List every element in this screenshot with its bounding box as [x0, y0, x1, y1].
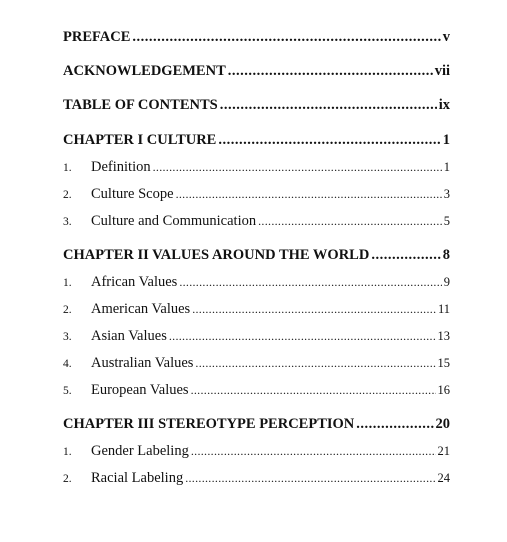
toc-subentry[interactable] — [63, 326, 450, 347]
toc-subentry-number: 1. — [63, 446, 72, 458]
toc-subentry-page: 9 — [443, 275, 450, 289]
dot-leader — [371, 245, 440, 265]
toc-entry-page: vii — [434, 63, 450, 79]
toc-subentry-page: 13 — [437, 329, 450, 343]
toc-entry-label: CHAPTER II VALUES AROUND THE WORLD — [63, 247, 370, 263]
toc-subentry-number: 2. — [63, 473, 72, 485]
toc-entry-chapter-1[interactable] — [63, 130, 450, 150]
toc-subentry-label: Definition — [91, 159, 151, 175]
toc-subentry[interactable] — [63, 380, 450, 401]
toc-subentry[interactable] — [63, 184, 450, 205]
toc-subentry[interactable] — [63, 299, 450, 320]
dot-leader — [258, 211, 442, 231]
toc-subentry-label: European Values — [91, 382, 189, 398]
toc-subentry-number: 1. — [63, 162, 72, 174]
toc-entry-page: 1 — [442, 132, 450, 148]
toc-entry-page: 20 — [435, 416, 450, 432]
toc-entry-label: PREFACE — [63, 29, 131, 45]
dot-leader — [195, 353, 435, 373]
toc-subentry[interactable] — [63, 353, 450, 374]
dot-leader — [218, 130, 440, 150]
toc-entry-chapter-2[interactable] — [63, 245, 450, 265]
toc-entry-acknowledgement[interactable] — [63, 61, 450, 81]
toc-subentry-label: Asian Values — [91, 328, 167, 344]
toc-entry-table-of-contents[interactable] — [63, 95, 450, 115]
toc-subentry[interactable] — [63, 468, 450, 489]
toc-entry-label: ACKNOWLEDGEMENT — [63, 63, 226, 79]
dot-leader — [192, 299, 436, 319]
toc-subentry-label: Culture and Communication — [91, 213, 257, 229]
toc-subentry-number: 2. — [63, 189, 72, 201]
toc-subentry-label: African Values — [91, 274, 178, 290]
dot-leader — [132, 27, 440, 47]
toc-subentry-page: 16 — [437, 383, 450, 397]
toc-subentry-page: 1 — [443, 160, 450, 174]
toc-entry-label: CHAPTER III STEREOTYPE PERCEPTION — [63, 416, 355, 432]
toc-entry-label: CHAPTER I CULTURE — [63, 132, 217, 148]
dot-leader — [153, 157, 442, 177]
dot-leader — [185, 468, 435, 488]
toc-subentry-number: 3. — [63, 216, 72, 228]
toc-subentry[interactable] — [63, 272, 450, 293]
toc-subentry[interactable] — [63, 157, 450, 178]
toc-subentry-page: 24 — [437, 471, 450, 485]
toc-subentry-label: Racial Labeling — [91, 470, 184, 486]
toc-entry-page: 8 — [442, 247, 450, 263]
dot-leader — [176, 184, 442, 204]
toc-subentry-page: 21 — [437, 444, 450, 458]
toc-subentry[interactable] — [63, 211, 450, 232]
toc-subentry-page: 3 — [443, 187, 450, 201]
dot-leader — [179, 272, 441, 292]
dot-leader — [228, 61, 433, 81]
toc-subentry-page: 15 — [437, 356, 450, 370]
toc-subentry-page: 5 — [443, 214, 450, 228]
toc-entry-page: v — [442, 29, 450, 45]
toc-subentry-number: 1. — [63, 277, 72, 289]
toc-subentry-number: 4. — [63, 358, 72, 370]
toc-subentry-label: Gender Labeling — [91, 443, 189, 459]
toc-subentry-number: 2. — [63, 304, 72, 316]
toc-subentry-number: 5. — [63, 385, 72, 397]
dot-leader — [220, 95, 437, 115]
toc-subentry-label: Australian Values — [91, 355, 194, 371]
toc-subentry-number: 3. — [63, 331, 72, 343]
dot-leader — [191, 441, 436, 461]
toc-entry-preface[interactable] — [63, 27, 450, 47]
dot-leader — [191, 380, 436, 400]
toc-subentry[interactable] — [63, 441, 450, 462]
dot-leader — [169, 326, 436, 346]
toc-subentry-label: Culture Scope — [91, 186, 174, 202]
toc-subentry-page: 11 — [437, 302, 450, 316]
toc-entry-page: ix — [438, 97, 450, 113]
dot-leader — [356, 414, 433, 434]
toc-entry-chapter-3[interactable] — [63, 414, 450, 434]
toc-subentry-label: American Values — [91, 301, 191, 317]
toc-entry-label: TABLE OF CONTENTS — [63, 97, 218, 113]
